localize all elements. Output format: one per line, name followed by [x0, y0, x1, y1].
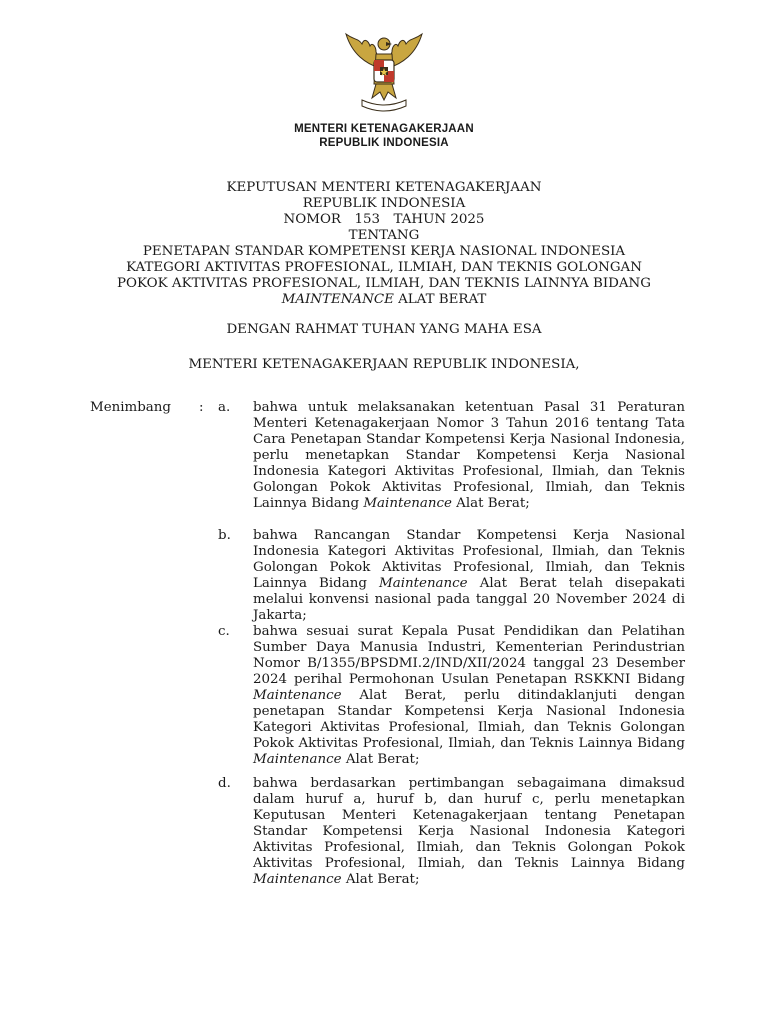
item-b-text-end: Alat Berat telah disepakati melalui konvensi nasional pada tanggal 20 November 2024 di Jakarta;	[253, 576, 686, 623]
item-a-italic: Maintenance	[363, 496, 452, 511]
motto-banner	[362, 100, 406, 111]
item-c-italic-2: Maintenance	[253, 752, 342, 767]
decree-title-line2: REPUBLIK INDONESIA	[302, 196, 466, 211]
item-c-italic: Maintenance	[253, 688, 342, 703]
item-d-italic: Maintenance	[253, 872, 342, 887]
subject-line2: KATEGORI AKTIVITAS PROFESIONAL, ILMIAH, DAN TEKNIS GOLONGAN	[126, 260, 642, 275]
subject-italic: MAINTENANCE	[281, 292, 394, 307]
item-letter-b: b.	[218, 528, 231, 543]
menimbang-label: Menimbang	[90, 400, 171, 415]
subject-line3: POKOK AKTIVITAS PROFESIONAL, ILMIAH, DAN TEKNIS LAINNYA BIDANG	[117, 276, 651, 291]
nomor-value: 153	[354, 212, 381, 227]
item-d-text: bahwa berdasarkan pertimbangan sebagaimana dimaksud dalam huruf a, huruf b, dan huruf c, perlu menetapkan Keputusan Menteri Ketenagakerjaan tentang Penetapan Standar Kompetensi Kerja Nasional Indonesia Kategori Aktivitas Profesional, Ilmiah, dan Teknis Golongan Pokok Aktivitas Profesional, Ilmiah, dan Teknis Lainnya Bidang	[253, 776, 685, 871]
nomor-label: NOMOR	[283, 212, 342, 227]
tail	[372, 84, 396, 100]
item-a-text-end: Alat Berat;	[451, 496, 530, 511]
item-c-text-middle: Alat Berat, perlu ditindaklanjuti dengan penetapan Standar Kompetensi Kerja Nasional Indonesia Kategori Aktivitas Profesional, Ilmiah, dan Teknis Golongan Pokok Aktivitas Profesional, Ilmiah, dan Teknis Lainnya Bidang	[253, 688, 685, 751]
subject-line1: PENETAPAN STANDAR KOMPETENSI KERJA NASIONAL INDONESIA	[142, 244, 626, 259]
garuda-emblem	[336, 24, 432, 116]
decree-number-line	[0, 212, 768, 228]
item-a-text: bahwa untuk melaksanakan ketentuan Pasal 31 Peraturan Menteri Ketenagakerjaan Nomor 3 Tahun 2016 tentang Tata Cara Penetapan Standar Kompetensi Kerja Nasional Indonesia, perlu menetapkan Standar Kompetensi Kerja Nasional Indonesia Kategori Aktivitas Profesional, Ilmiah, dan Teknis Golongan Pokok Aktivitas Profesional, Ilmiah, dan Teknis Lainnya Bidang	[253, 400, 685, 511]
item-d-text-end: Alat Berat;	[341, 872, 420, 887]
item-c-text: bahwa sesuai surat Kepala Pusat Pendidikan dan Pelatihan Sumber Daya Manusia Industri, Kementerian Perindustrian Nomor B/1355/BPSDMI.2/IND/XII/2024 tanggal 23 Desember 2024 perihal Permohonan Usulan Penetapan RSKKNI Bidang	[253, 624, 685, 687]
item-letter-a: a.	[218, 400, 231, 415]
item-letter-c: c.	[218, 624, 230, 639]
consideration-item-d	[253, 776, 685, 888]
item-letter-d: d.	[218, 776, 231, 791]
ministry-name: MENTERI KETENAGAKERJAAN	[294, 123, 474, 135]
item-b-text: bahwa Rancangan Standar Kompetensi Kerja Nasional Indonesia Kategori Aktivitas Profesional, Ilmiah, dan Teknis Golongan Pokok Aktivitas Profesional, Ilmiah, dan Teknis Lainnya Bidang	[253, 528, 685, 591]
tentang-label: TENTANG	[348, 228, 420, 243]
rahmat-line: DENGAN RAHMAT TUHAN YANG MAHA ESA	[226, 322, 542, 337]
subject-rest: ALAT BERAT	[393, 292, 487, 307]
menimbang-colon: :	[199, 400, 204, 415]
consideration-item-a	[253, 400, 685, 512]
decree-title-block	[0, 180, 768, 308]
item-c-text-end: Alat Berat;	[341, 752, 420, 767]
consideration-item-c	[253, 624, 685, 768]
subject-line4	[0, 292, 768, 308]
item-b-italic: Maintenance	[379, 576, 468, 591]
ministry-country: REPUBLIK INDONESIA	[319, 137, 449, 149]
decree-title-line1: KEPUTUSAN MENTERI KETENAGAKERJAAN	[226, 180, 542, 195]
tahun-label: TAHUN 2025	[393, 212, 485, 227]
menteri-line: MENTERI KETENAGAKERJAAN REPUBLIK INDONESIA,	[188, 357, 580, 372]
consideration-item-b	[253, 528, 685, 624]
